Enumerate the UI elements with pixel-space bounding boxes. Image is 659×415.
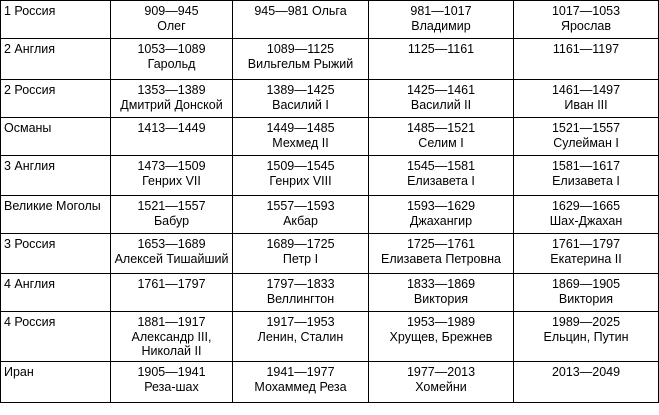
cell-years: 981—1017	[410, 4, 472, 18]
cell-years: 1521—1557	[551, 121, 621, 135]
cell-years: 1881—1917	[137, 315, 206, 329]
cell-years: 1725—1761	[406, 237, 476, 251]
table-cell	[233, 39, 369, 80]
cell-years: 1449—1485	[266, 121, 335, 135]
table-cell	[369, 39, 514, 80]
table-cell	[111, 362, 233, 403]
cell-name: Александр III,	[131, 329, 212, 344]
table-row	[1, 80, 659, 118]
table-row	[1, 39, 659, 80]
cell-name: Реза-шах	[144, 379, 199, 394]
cell-name: Шах-Джахан	[549, 213, 623, 228]
cell-years: 1905—1941	[137, 365, 206, 379]
cell-years: 1917—1953	[266, 315, 335, 329]
cell-name: Ельцин, Путин	[543, 329, 629, 344]
table-row	[1, 234, 659, 274]
cell-name: Виктория	[413, 291, 469, 306]
table-cell	[369, 362, 514, 403]
table-cell	[369, 234, 514, 274]
table-cell	[233, 312, 369, 362]
cell-years: 909—945	[144, 4, 199, 18]
cell-name: Екатерина II	[550, 251, 622, 266]
cell-years: 2013—2049	[551, 365, 621, 379]
cell-years: 1413—1449	[137, 121, 206, 135]
table-cell	[233, 196, 369, 234]
table-row	[1, 312, 659, 362]
cell-name: Елизавета I	[552, 173, 620, 188]
cell-years: 1089—1125	[266, 42, 335, 56]
table-cell	[369, 274, 514, 312]
table-row	[1, 274, 659, 312]
cell-name: Василий II	[410, 97, 472, 112]
cell-name: Селим I	[418, 135, 464, 150]
cell-name: Вильгельм Рыжий	[247, 56, 354, 71]
table-cell	[514, 274, 659, 312]
row-label: Османы	[1, 118, 111, 156]
cell-name: Гарольд	[147, 56, 196, 71]
cell-name: Джахангир	[409, 213, 473, 228]
cell-name: Виктория	[558, 291, 614, 306]
cell-years: 1053—1089	[137, 42, 206, 56]
cell-name: Василий I	[272, 97, 329, 112]
cell-name: Елизавета I	[407, 173, 475, 188]
cell-years: 1653—1689	[137, 237, 206, 251]
cell-years: 1953—1989	[406, 315, 476, 329]
cell-years: 1869—1905	[551, 277, 621, 291]
table-cell	[369, 156, 514, 196]
table-cell	[369, 118, 514, 156]
row-label: 2 Англия	[1, 39, 111, 80]
cell-years: 1353—1389	[137, 83, 206, 97]
table-cell	[514, 312, 659, 362]
cell-years: 1689—1725	[266, 237, 335, 251]
table-cell	[369, 312, 514, 362]
row-label: 3 Англия	[1, 156, 111, 196]
cell-years: 1473—1509	[137, 159, 206, 173]
table-cell	[111, 312, 233, 362]
table-cell	[111, 196, 233, 234]
table-cell	[233, 1, 369, 39]
table-cell	[111, 1, 233, 39]
table-cell	[514, 1, 659, 39]
table-cell	[233, 234, 369, 274]
row-label: 3 Россия	[1, 234, 111, 274]
table-row	[1, 196, 659, 234]
cell-years: 1797—1833	[266, 277, 335, 291]
cell-years: 1125—1161	[407, 42, 475, 56]
table-cell	[514, 156, 659, 196]
table-row	[1, 118, 659, 156]
table-cell	[514, 80, 659, 118]
cell-years: 1485—1521	[406, 121, 476, 135]
cell-name: Веллингтон	[266, 291, 335, 306]
row-label: 4 Англия	[1, 274, 111, 312]
table-cell	[233, 80, 369, 118]
table-cell	[111, 80, 233, 118]
cell-years: 945—981 Ольга	[254, 4, 347, 18]
table-cell	[233, 274, 369, 312]
table-cell	[111, 39, 233, 80]
table-cell	[514, 118, 659, 156]
cell-name: Сулейман I	[553, 135, 619, 150]
cell-years: 1581—1617	[551, 159, 621, 173]
row-label: 4 Россия	[1, 312, 111, 362]
table-cell	[514, 39, 659, 80]
cell-name: Хомейни	[415, 379, 467, 394]
cell-years: 1425—1461	[406, 83, 476, 97]
cell-years: 1833—1869	[406, 277, 476, 291]
cell-name: Иван III	[564, 97, 608, 112]
cell-years: 1761—1797	[551, 237, 621, 251]
cell-name: Ярослав	[560, 18, 612, 33]
table-cell	[233, 156, 369, 196]
row-label: Иран	[1, 362, 111, 403]
cell-name: Акбар	[283, 213, 318, 228]
cell-name: Бабур	[153, 213, 190, 228]
table-cell	[369, 80, 514, 118]
row-label: Великие Моголы	[1, 196, 111, 234]
row-label: 2 Россия	[1, 80, 111, 118]
table-cell	[111, 234, 233, 274]
cell-name: Ленин, Сталин	[257, 329, 344, 344]
cell-years: 1557—1593	[266, 199, 335, 213]
table-cell	[111, 156, 233, 196]
cell-name: Петр I	[282, 251, 319, 266]
cell-name: Владимир	[411, 18, 471, 33]
cell-name: Мехмед II	[272, 135, 329, 150]
cell-years: 1629—1665	[551, 199, 621, 213]
table-row	[1, 156, 659, 196]
cell-years: 1017—1053	[551, 4, 621, 18]
cell-years: 1989—2025	[551, 315, 621, 329]
cell-name: Хрущев, Брежнев	[389, 329, 493, 344]
cell-years: 1509—1545	[266, 159, 335, 173]
table-cell	[369, 1, 514, 39]
cell-name: Генрих VII	[142, 173, 201, 188]
row-label: 1 Россия	[1, 1, 111, 39]
table-cell	[111, 274, 233, 312]
table-row	[1, 362, 659, 403]
cell-years: 1977—2013	[406, 365, 476, 379]
cell-name: Олег	[157, 18, 186, 33]
cell-years: 1545—1581	[406, 159, 476, 173]
table-cell	[514, 234, 659, 274]
table-cell	[514, 196, 659, 234]
cell-years: 1161—1197	[552, 42, 620, 56]
cell-years: 1461—1497	[551, 83, 621, 97]
cell-name: Николай II	[141, 344, 202, 358]
cell-name: Генрих VIII	[269, 173, 332, 188]
table-cell	[233, 362, 369, 403]
cell-years: 1389—1425	[266, 83, 335, 97]
cell-name: Елизавета Петровна	[381, 251, 501, 266]
table-cell	[111, 118, 233, 156]
cell-name: Алексей Тишайший	[114, 251, 229, 266]
table-cell	[514, 362, 659, 403]
table-cell	[233, 118, 369, 156]
cell-years: 1941—1977	[266, 365, 335, 379]
cell-name: Мохаммед Реза	[254, 379, 347, 394]
cell-years: 1521—1557	[137, 199, 206, 213]
cell-years: 1593—1629	[406, 199, 476, 213]
cell-years: 1761—1797	[137, 277, 206, 291]
cell-name: Дмитрий Донской	[120, 97, 223, 112]
table-cell	[369, 196, 514, 234]
table-row	[1, 1, 659, 39]
